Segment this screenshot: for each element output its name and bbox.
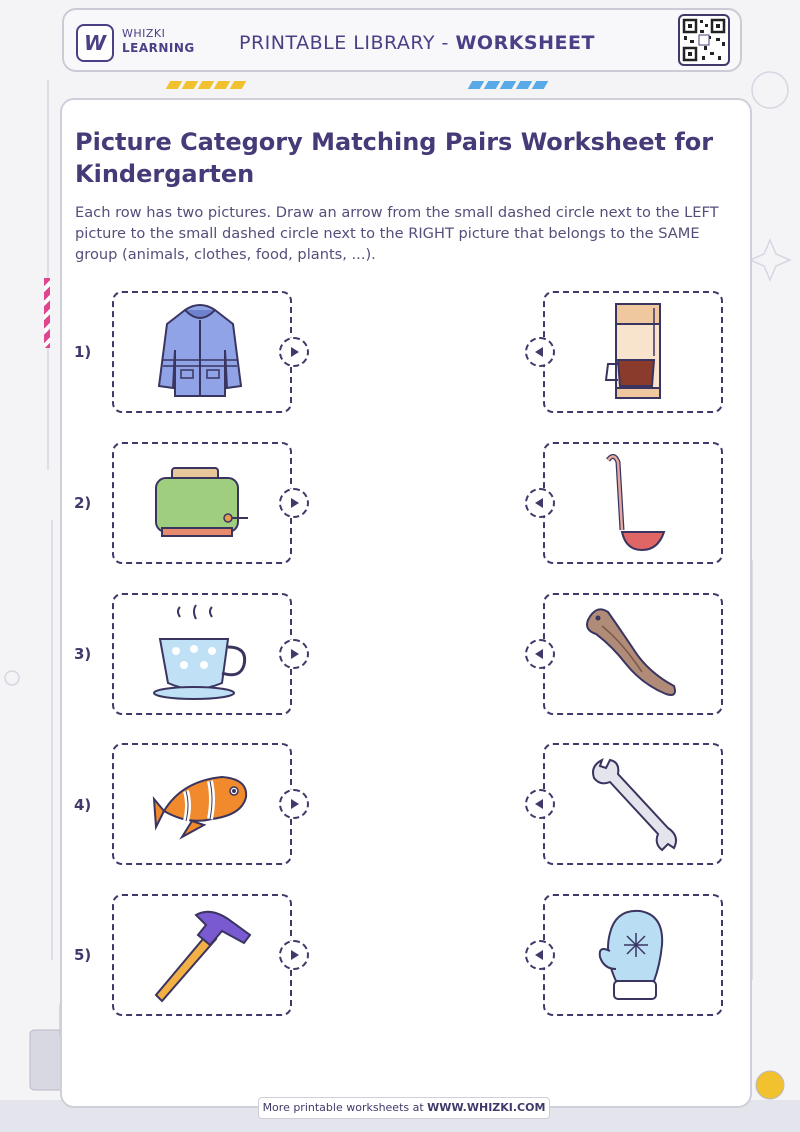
right-connector-dot[interactable] xyxy=(525,940,555,970)
blue-stripes xyxy=(470,81,546,91)
header-title-prefix: PRINTABLE LIBRARY - xyxy=(239,32,456,54)
jacket-icon xyxy=(155,300,245,400)
clownfish-icon xyxy=(152,765,252,841)
worksheet-title: Picture Category Matching Pairs Worksheet for Kindergarten xyxy=(75,128,714,188)
teacup-icon xyxy=(150,603,252,703)
left-pink-stripes xyxy=(44,278,50,348)
mitten-icon xyxy=(596,905,676,1005)
page-header xyxy=(62,8,742,72)
left-connector-dot[interactable] xyxy=(279,639,309,669)
worksheet-instructions: Each row has two pictures. Draw an arrow from the small dashed circle next to the LEFT picture to the small dashed circle next to the RIGHT picture that belongs to the SAME group (animals, clothes, food, plants, ...). xyxy=(75,204,719,263)
row-number: 2) xyxy=(74,494,92,512)
left-connector-dot[interactable] xyxy=(279,488,309,518)
brand-line-1: WHIZKI xyxy=(122,27,166,40)
yellow-stripes xyxy=(168,81,244,91)
eel-icon xyxy=(582,602,684,704)
qr-code-icon[interactable] xyxy=(678,14,730,66)
right-connector-dot[interactable] xyxy=(525,337,555,367)
left-connector-dot[interactable] xyxy=(279,940,309,970)
row-number: 5) xyxy=(74,946,92,964)
row-number: 3) xyxy=(74,645,92,663)
right-connector-dot[interactable] xyxy=(525,789,555,819)
wrench-icon xyxy=(588,756,680,852)
ladle-icon xyxy=(598,452,668,554)
logo-letter: W xyxy=(83,31,107,55)
right-connector-dot[interactable] xyxy=(525,488,555,518)
left-connector-dot[interactable] xyxy=(279,789,309,819)
brand-line-2: LEARNING xyxy=(122,41,195,55)
left-connector-dot[interactable] xyxy=(279,337,309,367)
footer-prefix: More printable worksheets at xyxy=(262,1101,428,1114)
row-number: 1) xyxy=(74,343,92,361)
footer-link[interactable] xyxy=(258,1097,550,1119)
right-connector-dot[interactable] xyxy=(525,639,555,669)
whizki-logo[interactable] xyxy=(76,24,114,62)
hammer-icon xyxy=(150,905,252,1005)
toaster-icon xyxy=(150,464,252,542)
header-title xyxy=(239,32,595,54)
coffee-maker-icon xyxy=(598,300,668,402)
brand-name xyxy=(122,26,195,56)
row-number: 4) xyxy=(74,796,92,814)
header-title-bold: WORKSHEET xyxy=(455,32,595,54)
footer-site: WWW.WHIZKI.COM xyxy=(427,1101,546,1114)
